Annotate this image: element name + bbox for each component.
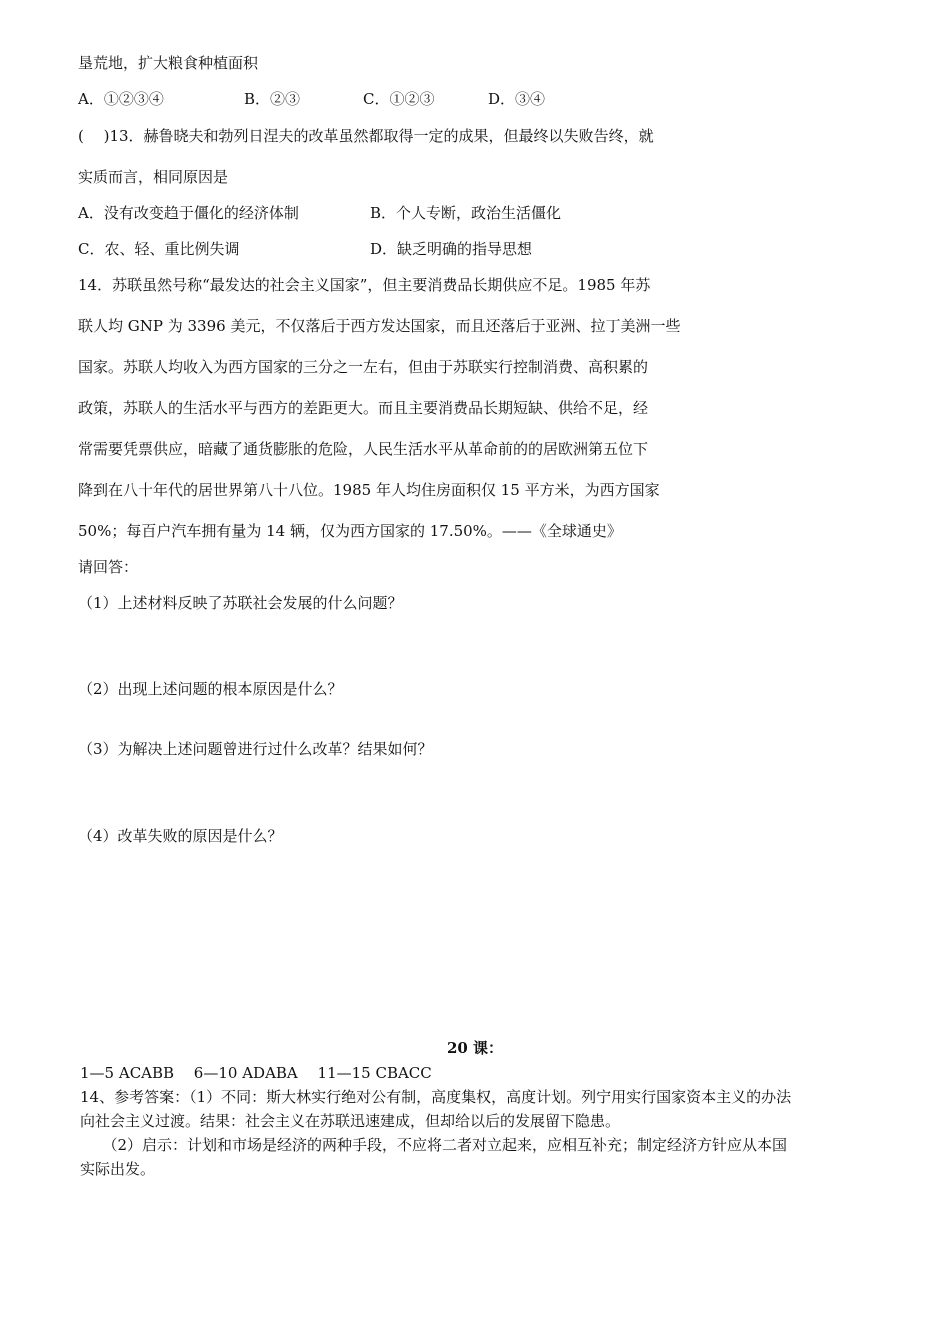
- q14-subquestion-4: （4）改革失败的原因是什么？: [78, 827, 283, 845]
- q13-stem-line-2: 实质而言，相同原因是: [78, 168, 229, 186]
- answer-key-line: 14、参考答案：（1）不同：斯大林实行绝对公有制，高度集权，高度计划。列宁用实行国家资本主义的办法: [80, 1088, 792, 1106]
- q14-material-line: 常需要凭票供应，暗藏了通货膨胀的危险，人民生活水平从革命前的的居欧洲第五位下: [78, 440, 649, 458]
- answer-key-line: 实际出发。: [80, 1160, 156, 1178]
- answer-key-choices: 1—5 ACABB 6—10 ADABA 11—15 CBACC: [80, 1064, 432, 1082]
- q13-option-a: A．没有改变趋于僵化的经济体制: [78, 204, 299, 222]
- q14-prompt: 请回答：: [78, 558, 139, 576]
- q12-option-c: C．①②③: [363, 90, 435, 108]
- q14-subquestion-2: （2）出现上述问题的根本原因是什么？: [78, 680, 343, 698]
- q13-option-b: B．个人专断，政治生活僵化: [370, 204, 562, 222]
- q14-material-line: 联人均 GNP 为 3396 美元，不仅落后于西方发达国家，而且还落后于亚洲、拉丁美洲一些: [78, 317, 681, 335]
- q13-option-c: C．农、轻、重比例失调: [78, 240, 240, 258]
- answer-key-line: 向社会主义过渡。结果：社会主义在苏联迅速建成，但却给以后的发展留下隐患。: [80, 1112, 621, 1130]
- q12-option-b: B．②③: [244, 90, 301, 108]
- q12-tail-line: 垦荒地，扩大粮食种植面积: [78, 54, 259, 72]
- q14-material-line: 国家。苏联人均收入为西方国家的三分之一左右，但由于苏联实行控制消费、高积累的: [78, 358, 649, 376]
- q14-subquestion-3: （3）为解决上述问题曾进行过什么改革？结果如何？: [78, 740, 433, 758]
- q14-material-line: 降到在八十年代的居世界第八十八位。1985 年人均住房面积仅 15 平方米，为西方国家: [78, 481, 660, 499]
- q12-option-d: D．③④: [488, 90, 546, 108]
- q14-material-line: 50%；每百户汽车拥有量为 14 辆，仅为西方国家的 17.50%。——《全球通史》: [78, 522, 622, 540]
- q13-option-d: D．缺乏明确的指导思想: [370, 240, 533, 258]
- q14-subquestion-1: （1）上述材料反映了苏联社会发展的什么问题？: [78, 594, 403, 612]
- answer-key-title: 20 课：: [446, 1039, 504, 1057]
- q14-material-line: 政策，苏联人的生活水平与西方的差距更大。而且主要消费品长期短缺、供给不足，经: [78, 399, 649, 417]
- answer-key-line: （2）启示：计划和市场是经济的两种手段，不应将二者对立起来，应相互补充；制定经济方针应从本国: [80, 1136, 788, 1154]
- q14-material-line: 14．苏联虽然号称“最发达的社会主义国家”，但主要消费品长期供应不足。1985 年苏: [78, 276, 651, 294]
- q12-option-a: A．①②③④: [78, 90, 164, 108]
- q13-stem-line-1: ( )13．赫鲁晓夫和勃列日涅夫的改革虽然都取得一定的成果，但最终以失败告终，就: [78, 127, 654, 145]
